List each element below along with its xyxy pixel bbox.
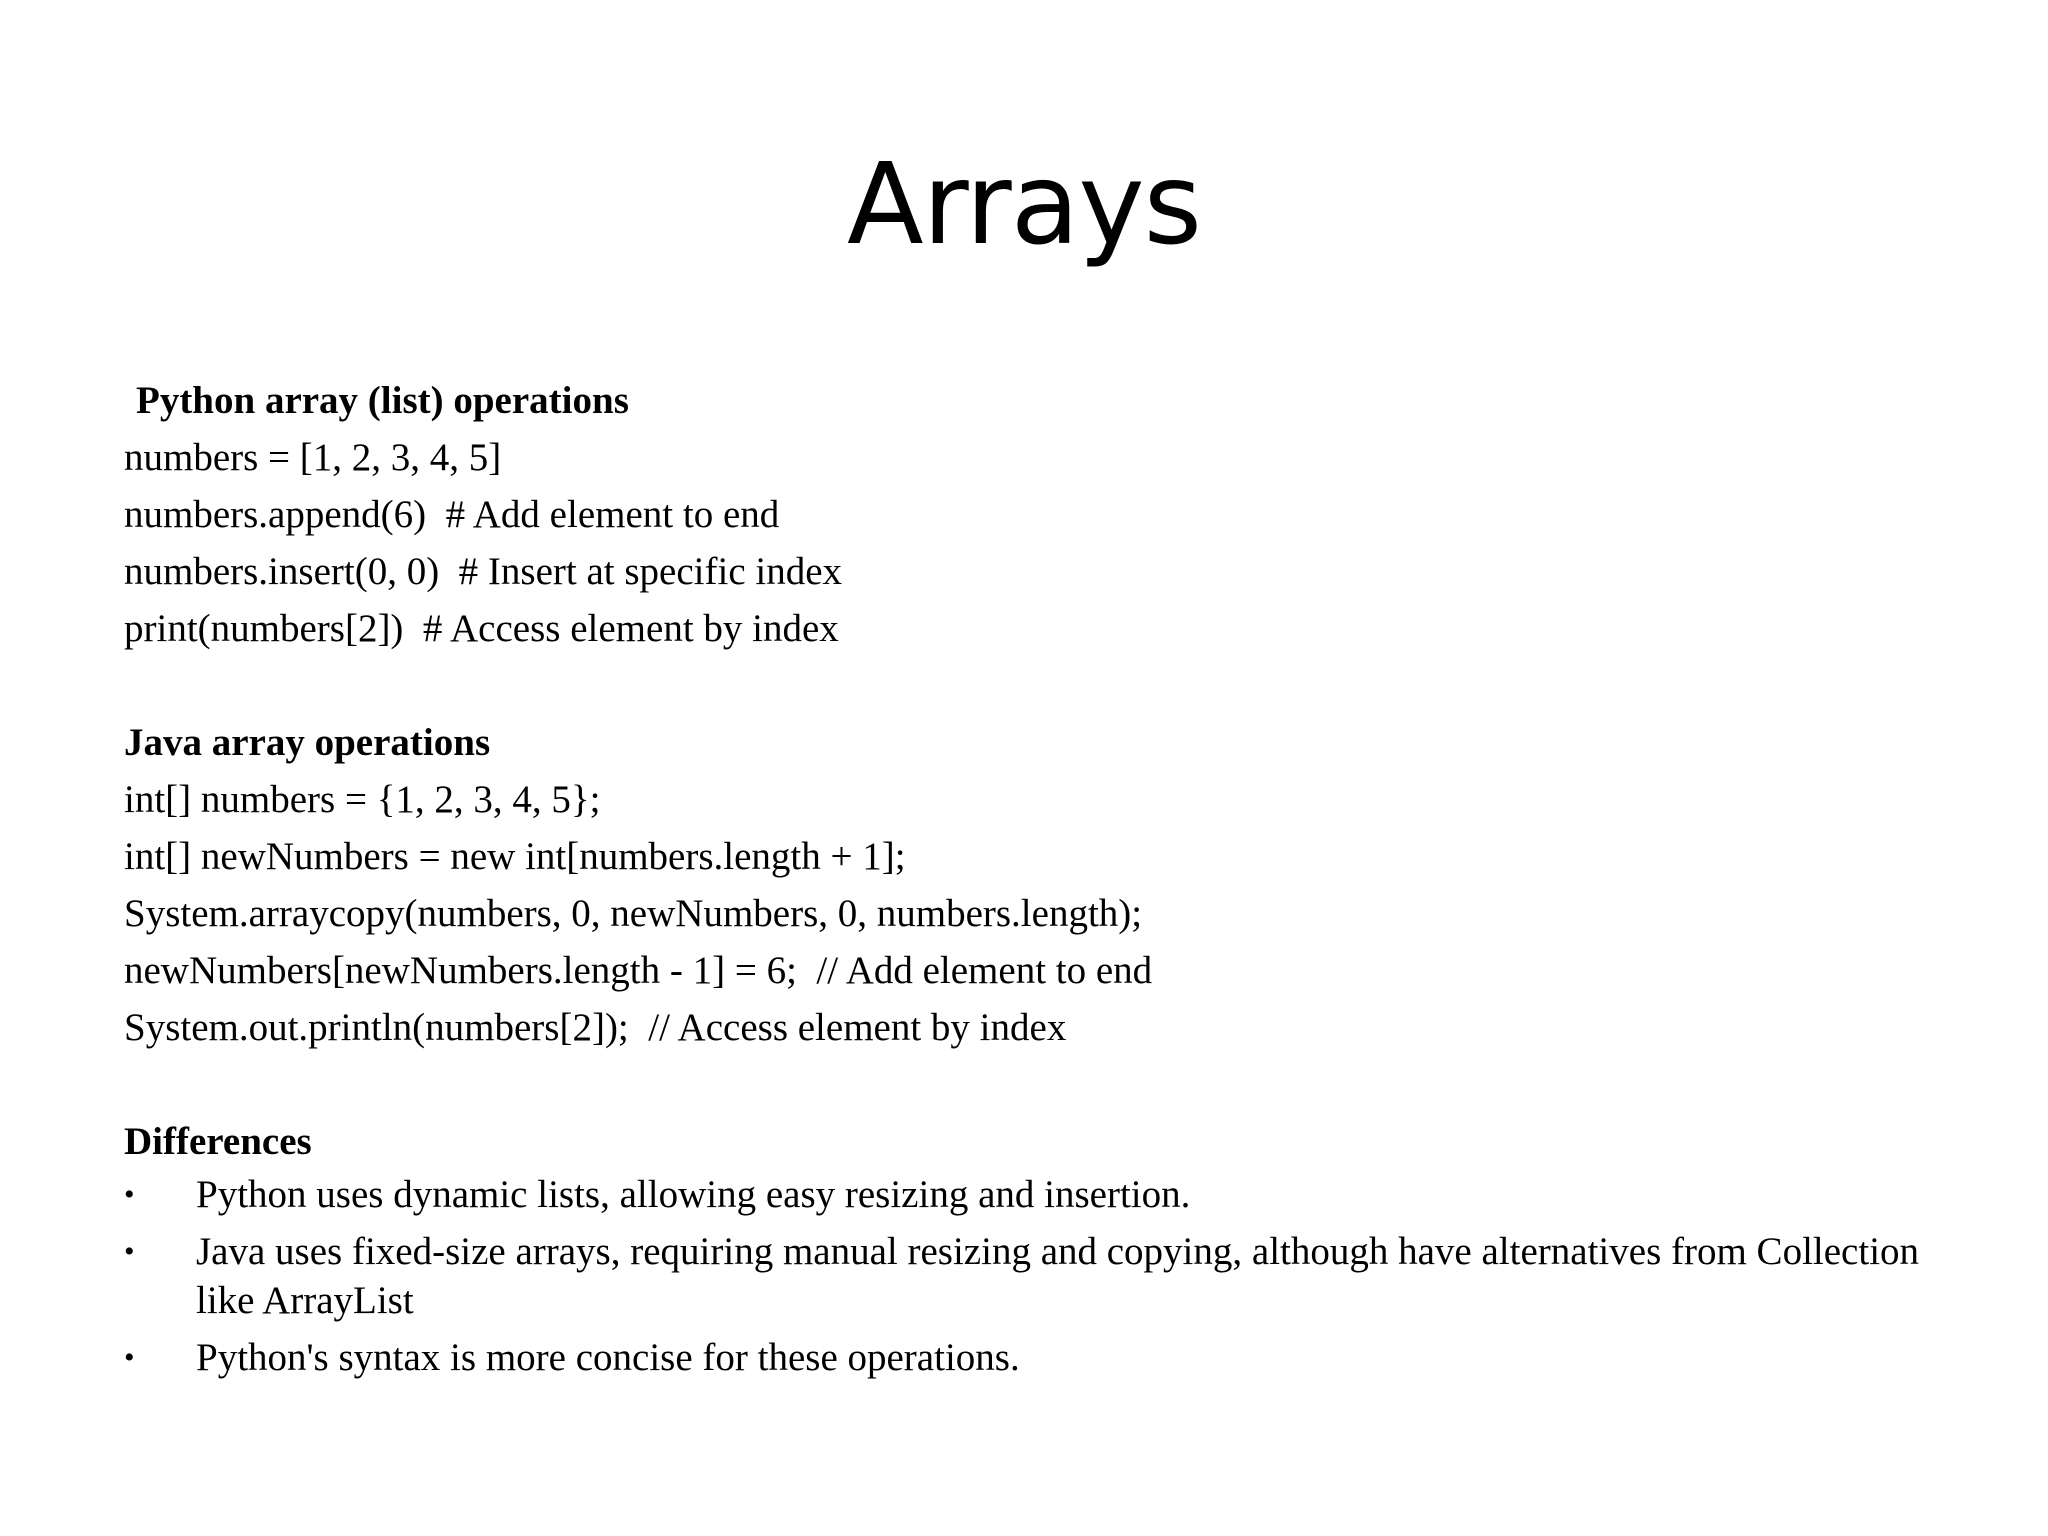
java-line-5: System.out.println(numbers[2]); // Access element by index [124, 1006, 1067, 1049]
difference-text-3: Python's syntax is more concise for these operations. [196, 1336, 1020, 1379]
differences-list [124, 1170, 1924, 1382]
difference-text-1: Python uses dynamic lists, allowing easy resizing and insertion. [196, 1173, 1191, 1216]
python-line-4: print(numbers[2]) # Access element by index [124, 607, 839, 650]
spacer [124, 657, 1924, 714]
python-heading: Python array (list) operations [136, 379, 629, 422]
difference-item-2 [124, 1227, 1924, 1325]
java-line-1: int[] numbers = {1, 2, 3, 4, 5}; [124, 778, 601, 821]
python-line-2: numbers.append(6) # Add element to end [124, 493, 780, 536]
slide-title: Arrays [846, 140, 1201, 270]
difference-item-3 [124, 1333, 1924, 1382]
java-line-3: System.arraycopy(numbers, 0, newNumbers, 0, numbers.length); [124, 892, 1143, 935]
java-line-4: newNumbers[newNumbers.length - 1] = 6; // Add element to end [124, 949, 1153, 992]
bullet-icon: • [124, 1341, 135, 1374]
java-line-2: int[] newNumbers = new int[numbers.length + 1]; [124, 835, 906, 878]
bullet-icon: • [124, 1178, 135, 1211]
slide-content [124, 372, 1924, 1382]
bullet-icon: • [124, 1235, 135, 1268]
spacer [124, 1056, 1924, 1113]
difference-text-2: Java uses fixed-size arrays, requiring manual resizing and copying, although have alternatives from Collection like ArrayList [196, 1230, 1920, 1322]
differences-heading: Differences [124, 1120, 312, 1163]
python-line-3: numbers.insert(0, 0) # Insert at specific index [124, 550, 843, 593]
java-heading: Java array operations [124, 721, 491, 764]
difference-item-1 [124, 1170, 1924, 1219]
python-line-1: numbers = [1, 2, 3, 4, 5] [124, 436, 502, 479]
